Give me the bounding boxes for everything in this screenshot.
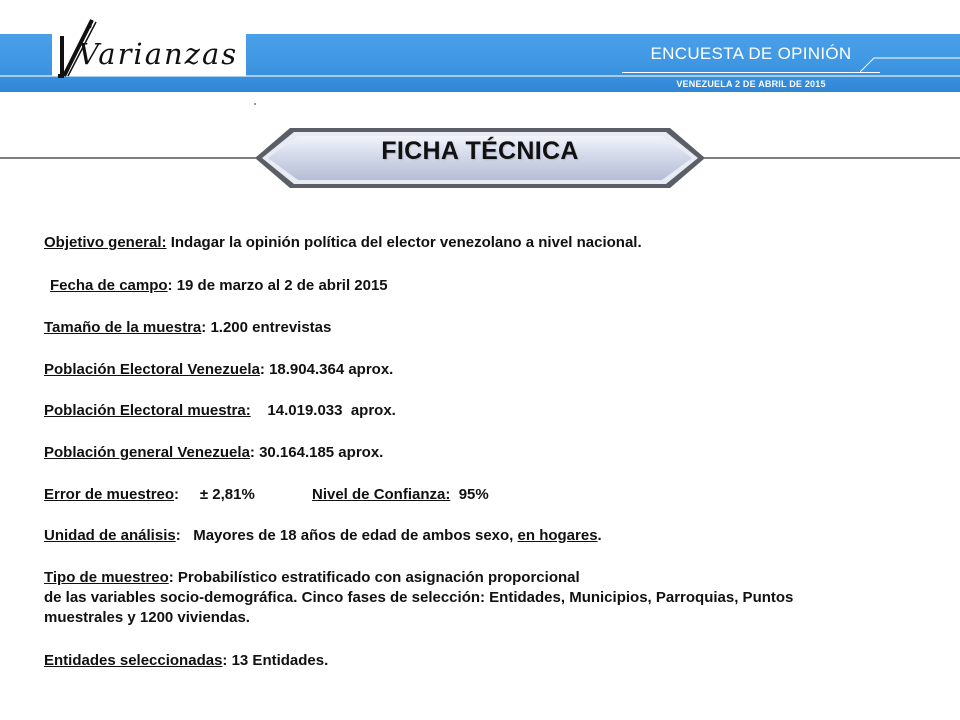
- item-label: Unidad de análisis: [44, 527, 176, 544]
- item-label: Población general Venezuela: [44, 444, 250, 461]
- item-value: : 13 Entidades.: [222, 652, 329, 669]
- item-label: Población Electoral muestra:: [44, 402, 251, 419]
- item-objetivo: [44, 233, 642, 253]
- item-tipo: [44, 568, 580, 588]
- item-label: Entidades seleccionadas: [44, 652, 223, 669]
- item-label: Población Electoral Venezuela: [44, 361, 260, 378]
- item-value: Indagar la opinión política del elector venezolano a nivel nacional.: [166, 234, 642, 251]
- item-tamano: [44, 318, 331, 338]
- item-value: : ± 2,81%: [174, 486, 255, 503]
- item-value: : Mayores de 18 años de edad de ambos sexo,: [175, 527, 518, 544]
- item-value: : 18.904.364 aprox.: [259, 361, 394, 378]
- item-tipo-line2: de las variables socio-demográfica. Cinco fases de selección: Entidades, Municipios, Parroquias, Puntos: [44, 589, 794, 606]
- item-value: : 30.164.185 aprox.: [249, 444, 384, 461]
- item-label: Error de muestreo: [44, 486, 175, 503]
- survey-title: ENCUESTA DE OPINIÓN: [650, 44, 852, 63]
- item-label: Tamaño de la muestra: [44, 319, 202, 336]
- item-label: Objetivo general:: [44, 234, 167, 251]
- survey-date: VENEZUELA 2 DE ABRIL DE 2015: [676, 79, 826, 89]
- ficha-title: FICHA TÉCNICA: [381, 137, 579, 165]
- item-error: [44, 485, 255, 505]
- item-value-end: .: [597, 527, 602, 544]
- item-fecha: [50, 276, 388, 296]
- survey-title-underline: [622, 72, 880, 73]
- item-value: : Probabilístico estratificado con asignación proporcional: [168, 569, 580, 586]
- header-accent-line-icon: [860, 52, 960, 76]
- item-poblacion-electoral: [44, 360, 393, 380]
- decorative-dot: [254, 103, 256, 105]
- item-value: 95%: [450, 486, 489, 503]
- logo-text: Varianzas: [78, 37, 239, 71]
- item-value-emphasis: en hogares: [517, 527, 598, 544]
- item-label: Tipo de muestreo: [44, 569, 169, 586]
- item-poblacion-muestra: [44, 401, 396, 421]
- item-tipo-line3: muestrales y 1200 viviendas.: [44, 609, 250, 626]
- item-value: : 19 de marzo al 2 de abril 2015: [167, 277, 388, 294]
- item-poblacion-general: [44, 443, 383, 463]
- item-label: Nivel de Confianza:: [312, 486, 451, 503]
- item-value: 14.019.033 aprox.: [250, 402, 396, 419]
- item-unidad: [44, 526, 602, 546]
- item-confianza: [312, 485, 489, 505]
- item-label: Fecha de campo: [50, 277, 168, 294]
- item-value: : 1.200 entrevistas: [201, 319, 332, 336]
- item-entidades: [44, 651, 328, 671]
